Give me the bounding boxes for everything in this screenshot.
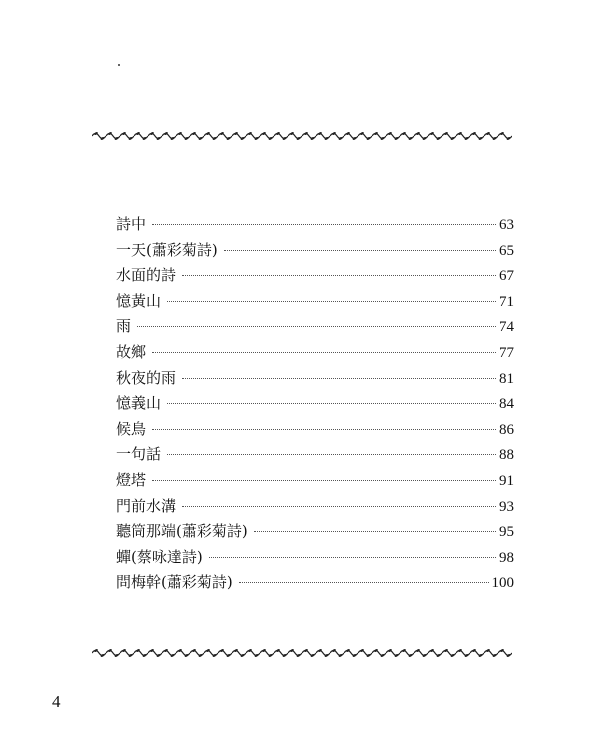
toc-entry-title: 聽筒那端(蕭彩菊詩) [116,522,248,541]
dot-leader [167,403,496,404]
dot-leader [152,224,496,225]
vine-ornament-icon [92,647,512,659]
toc-entry-title: 憶義山 [116,394,162,413]
dot-leader [152,429,496,430]
toc-entry-page: 88 [499,447,514,464]
toc-entry-page: 91 [499,472,514,489]
toc-entry-page: 84 [499,396,514,413]
toc-entry-page: 65 [499,242,514,259]
toc-entry [116,238,514,264]
toc-entry-title: 門前水溝 [116,496,177,515]
toc-entry-page: 93 [499,498,514,515]
toc-entry [116,314,514,340]
toc-entry [116,212,514,238]
dot-leader [224,250,496,251]
toc-entry-page: 100 [491,575,514,592]
toc-entry-title: 憶黃山 [116,291,162,310]
toc-entry [116,545,514,571]
toc-entry-page: 77 [499,344,514,361]
toc-entry-page: 63 [499,217,514,233]
dot-leader [239,582,489,583]
toc-entry-page: 81 [499,370,514,387]
toc-entry-title: 雨 [116,317,132,336]
dot-leader [209,557,496,558]
ink-speck [118,64,120,66]
toc-entry-page: 98 [499,549,514,566]
dot-leader [182,378,496,379]
toc-entry [116,468,514,494]
dot-leader [182,506,496,507]
dot-leader [254,531,496,532]
toc-entry-title: 詩中 [116,215,147,233]
toc-entry-title: 一天(蕭彩菊詩) [116,240,218,259]
toc-entry-title: 秋夜的雨 [116,368,177,387]
toc-entry-title: 故鄉 [116,342,147,361]
toc-entry [116,391,514,417]
toc-entry-title: 水面的詩 [116,266,177,285]
toc-entry [116,417,514,443]
toc-entry [116,519,514,545]
toc-entry [116,570,514,596]
toc-entry-page: 95 [499,524,514,541]
dot-leader [152,352,496,353]
vine-ornament-icon [92,130,512,142]
dot-leader [152,480,496,481]
dot-leader [167,301,496,302]
dot-leader [137,326,496,327]
toc-entry-page: 71 [499,293,514,310]
toc-entry-title: 燈塔 [116,470,147,489]
toc-entry-page: 67 [499,268,514,285]
toc-entry-title: 蟬(蔡咏達詩) [116,547,203,566]
toc-entry-title: 問梅幹(蕭彩菊詩) [116,573,233,592]
toc-entry-title: 一句話 [116,445,162,464]
vine-ornament-bottom [92,647,512,659]
toc-entry [116,366,514,392]
dot-leader [167,454,496,455]
toc-entry-page: 86 [499,421,514,438]
table-of-contents [116,212,514,596]
toc-entry [116,340,514,366]
page-number: 4 [52,692,61,711]
toc-entry [116,263,514,289]
vine-ornament-top [92,130,512,142]
toc-entry [116,494,514,520]
toc-entry [116,289,514,315]
toc-entry-title: 候鳥 [116,419,147,438]
dot-leader [182,275,496,276]
toc-entry [116,442,514,468]
toc-entry-page: 74 [499,319,514,336]
